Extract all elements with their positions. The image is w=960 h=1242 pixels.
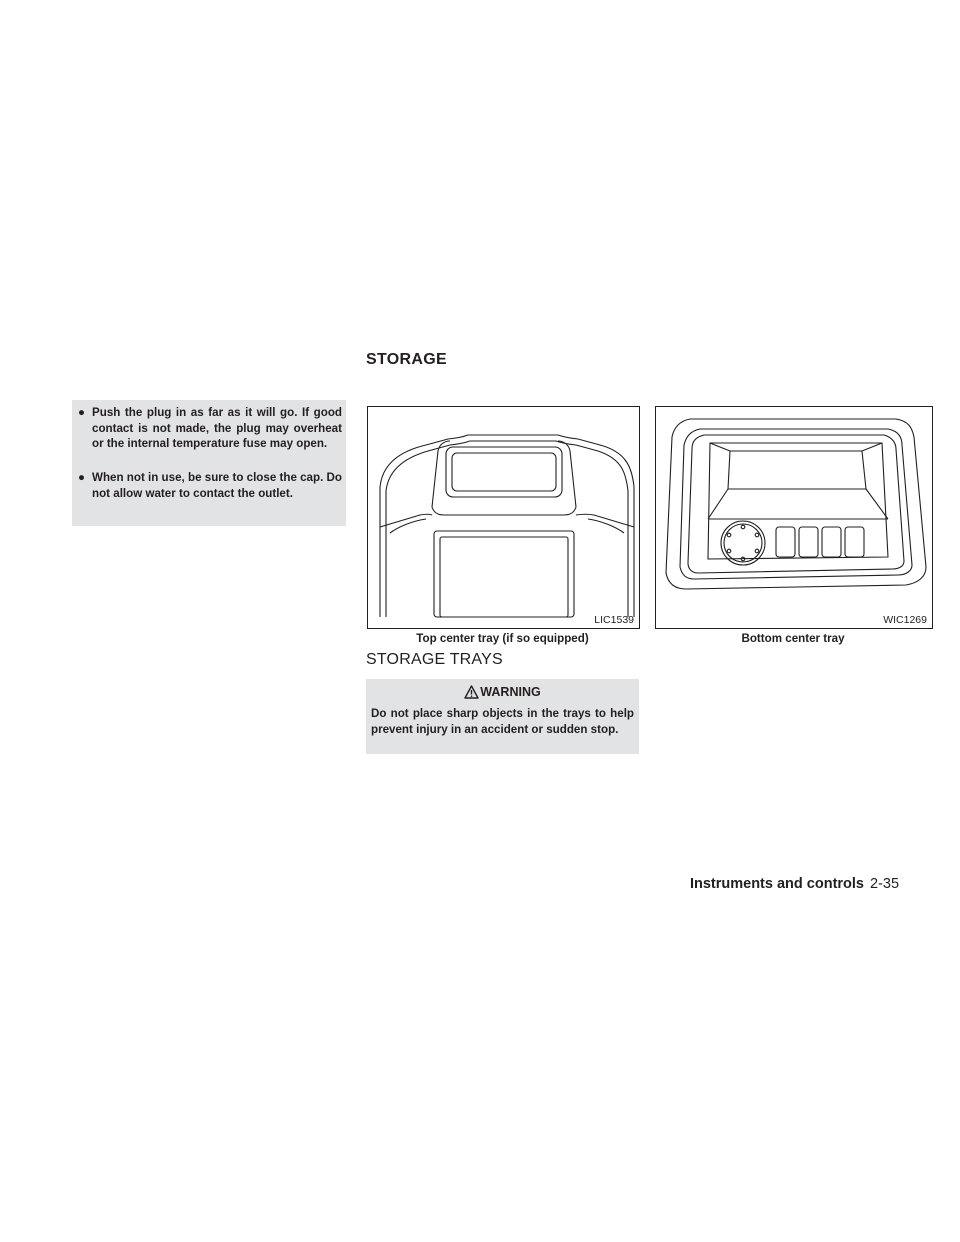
caution-item	[78, 470, 342, 501]
warning-text: Do not place sharp objects in the trays to help prevent injury in an accident or sudden stop.	[371, 707, 634, 736]
warning-icon	[464, 685, 479, 699]
caution-item-text: Push the plug in as far as it will go. If good contact is not made, the plug may overheat or the internal temperature fuse may open.	[92, 406, 342, 450]
warning-title: WARNING	[480, 685, 541, 699]
figure-code: LIC1539	[594, 614, 634, 626]
subsection-title: STORAGE TRAYS	[366, 651, 503, 668]
warning-box	[366, 679, 639, 754]
bullet-icon: ●	[78, 406, 86, 419]
top-center-tray-illustration	[368, 407, 639, 628]
figure-code: WIC1269	[883, 614, 927, 626]
footer-section-name: Instruments and controls	[689, 876, 864, 892]
caution-box	[72, 400, 346, 526]
bullet-icon: ●	[78, 471, 86, 484]
bottom-center-tray-illustration	[656, 407, 932, 628]
figure-caption: Top center tray (if so equipped)	[416, 632, 589, 645]
section-title: STORAGE	[366, 351, 447, 368]
figure-bottom-center-tray	[655, 406, 933, 629]
warning-header	[366, 685, 639, 699]
page-number: 2-35	[870, 876, 900, 892]
caution-item-text: When not in use, be sure to close the cap. Do not allow water to contact the outlet.	[92, 471, 342, 500]
figure-caption: Bottom center tray	[741, 632, 845, 645]
figure-top-center-tray	[367, 406, 640, 629]
caution-item	[78, 405, 342, 452]
